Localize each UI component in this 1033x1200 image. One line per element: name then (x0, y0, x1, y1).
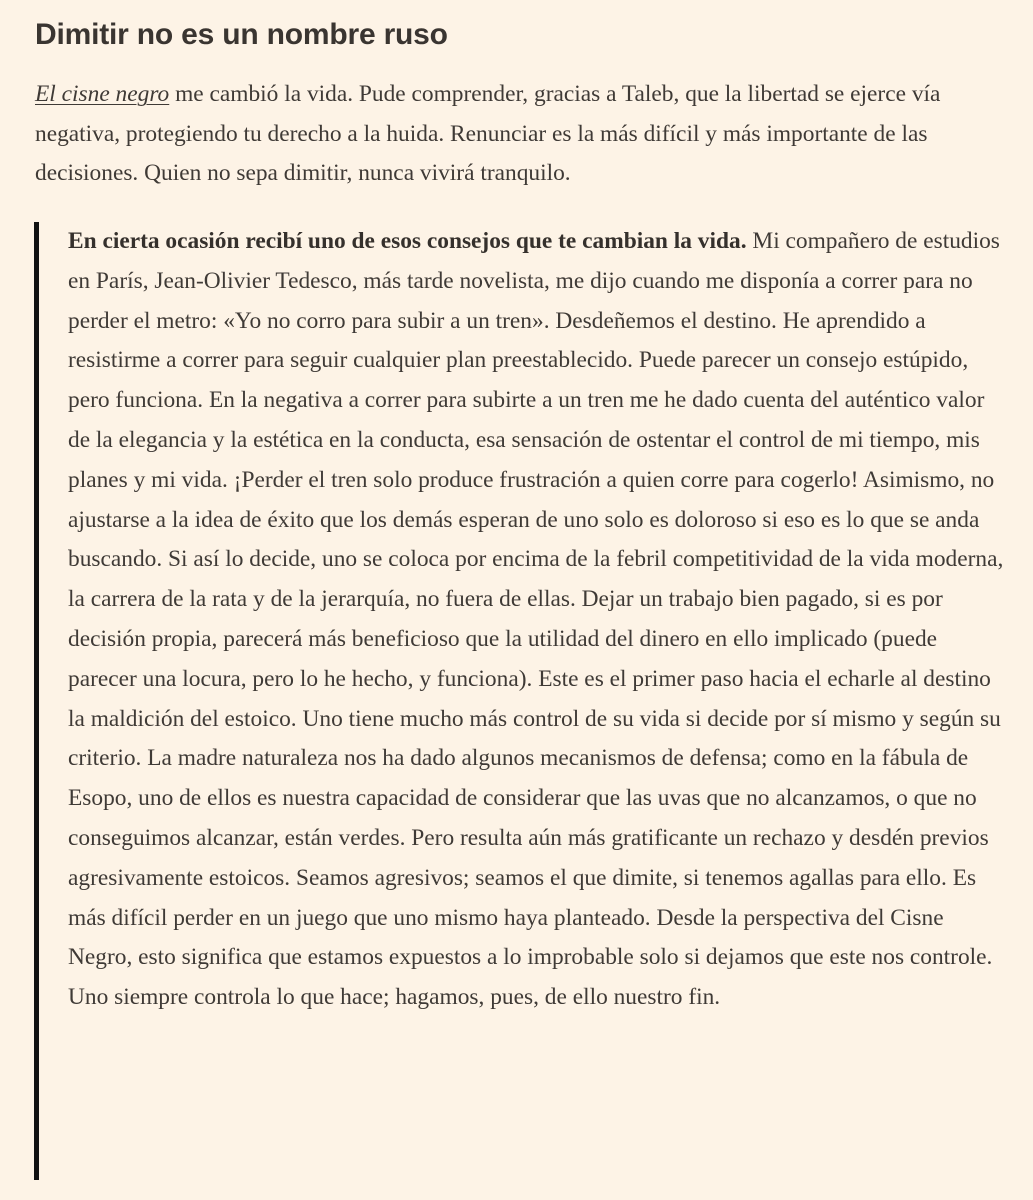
quote-lead: En cierta ocasión recibí uno de esos consejos que te cambian la vida. (68, 228, 747, 254)
intro-paragraph (35, 75, 1010, 194)
book-link[interactable]: El cisne negro (35, 81, 170, 107)
article-title: Dimitir no es un nombre ruso (35, 18, 448, 51)
quote-text: Mi compañero de estudios en París, Jean-Olivier Tedesco, más tarde novelista, me dijo cuando me disponía a correr para no perder el metro: «Yo no corro para subir a un tren». Desdeñemos el destino. He aprendido a resistirme a correr para seguir cualquier plan preestablecido. Puede parecer un consejo estúpido, pero funciona. En la negativa a correr para subirte a un tren me he dado cuenta del auténtico valor de la elegancia y la estética en la conducta, esa sensación de ostentar el control de mi tiempo, mis planes y mi vida. ¡Perder el tren solo produce frustración a quien corre para cogerlo! Asimismo, no ajustarse a la idea de éxito que los demás esperan de uno solo es doloroso si eso es lo que se anda buscando. Si así lo decide, uno se coloca por encima de la febril competitividad de la vida moderna, la carrera de la rata y de la jerarquía, no fuera de ellas. Dejar un trabajo bien pagado, si es por decisión propia, parecerá más beneficioso que la utilidad del dinero en ello implicado (puede parecer una locura, pero lo he hecho, y funciona). Este es el primer paso hacia el echarle al destino la maldición del estoico. Uno tiene mucho más control de su vida si decide por sí mismo y según su criterio. La madre naturaleza nos ha dado algunos mecanismos de defensa; como en la fábula de Esopo, uno de ellos es nuestra capacidad de considerar que las uvas que no alcanzamos, o que no conseguimos alcanzar, están verdes. Pero resulta aún más gratificante un rechazo y desdén previos agresivamente estoicos. Seamos agresivos; seamos el que dimite, si tenemos agallas para ello. Es más difícil perder en un juego que uno mismo haya planteado. Desde la perspectiva del Cisne Negro, esto significa que estamos expuestos a lo improbable solo si dejamos que este nos controle. Uno siempre controla lo que hace; hagamos, pues, de ello nuestro fin. (68, 228, 1004, 1011)
intro-text: me cambió la vida. Pude comprender, gracias a Taleb, que la libertad se ejerce vía negativa, protegiendo tu derecho a la huida. Renunciar es la más difícil y más importante de las decisiones. Quien no sepa dimitir, nunca vivirá tranquilo. (35, 81, 941, 186)
blockquote (68, 222, 1008, 1018)
blockquote-bar (34, 222, 39, 1180)
